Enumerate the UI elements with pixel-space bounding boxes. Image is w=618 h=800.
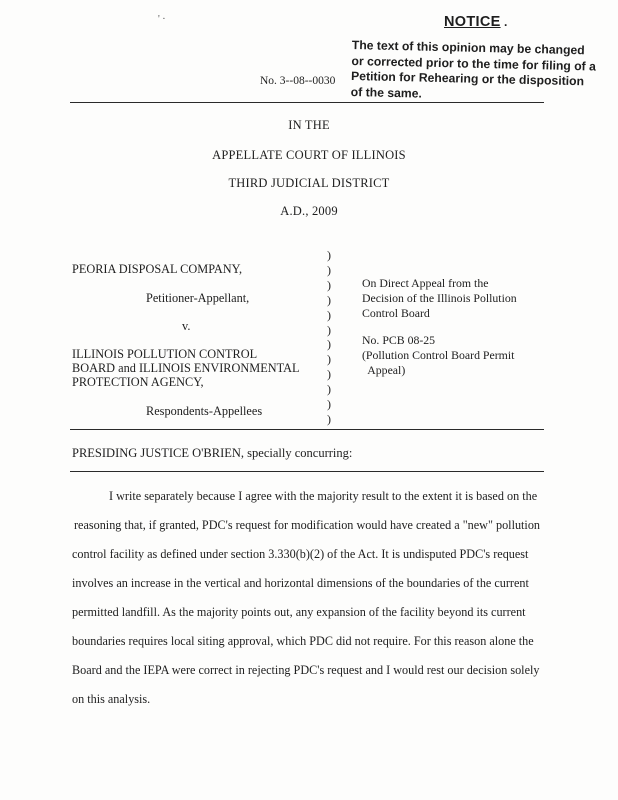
respondent-line: PROTECTION AGENCY,	[72, 375, 204, 389]
versus: v.	[182, 319, 191, 333]
heading-divider	[70, 471, 544, 472]
petitioner-name: PEORIA DISPOSAL COMPANY,	[72, 262, 243, 276]
notice-line: of the same.	[350, 84, 423, 101]
paren: )	[327, 292, 331, 307]
paren: )	[327, 352, 331, 367]
docket-number: No. 3--08--0030	[260, 75, 336, 87]
respondent-role: Respondents-Appellees	[146, 404, 263, 418]
appeal-source	[362, 276, 517, 320]
caption-divider	[70, 429, 544, 430]
caption-paren-column	[327, 248, 337, 427]
notice-text	[351, 38, 602, 106]
header-divider	[70, 102, 544, 103]
respondent-line: ILLINOIS POLLUTION CONTROL	[72, 347, 258, 361]
paren: )	[327, 307, 331, 322]
court-year: A.D., 2009	[280, 204, 338, 218]
paren: )	[327, 397, 331, 412]
paren: )	[327, 262, 331, 277]
body-line: I write separately because I agree with the majority result to the extent it is based on the	[109, 489, 538, 503]
paren: )	[327, 277, 331, 292]
appeal-line: Control Board	[362, 305, 430, 320]
notice-title: NOTICE	[444, 14, 501, 30]
court-name: APPELLATE COURT OF ILLINOIS	[212, 148, 406, 162]
paren: )	[327, 337, 331, 352]
pcb-number	[362, 333, 514, 377]
pcb-line: (Pollution Control Board Permit	[362, 347, 515, 362]
notice-line: or corrected prior to the time for filing of a	[351, 53, 597, 74]
body-line: permitted landfill. As the majority points out, any expansion of the facility beyond its current	[72, 605, 526, 619]
body-line: involves an increase in the vertical and horizontal dimensions of the boundaries of the current	[72, 576, 529, 590]
paren: )	[327, 411, 331, 426]
appeal-line: On Direct Appeal from the	[362, 276, 489, 290]
court-in-the: IN THE	[288, 118, 330, 132]
paren: )	[327, 382, 331, 397]
body-line: Board and the IEPA were correct in rejecting PDC's request and I would rest our decision solely	[72, 663, 540, 677]
petitioner-role: Petitioner-Appellant,	[146, 291, 250, 305]
notice-mark: .	[504, 15, 508, 29]
paren: )	[327, 367, 331, 382]
notice-line: The text of this opinion may be changed	[351, 38, 585, 58]
notice-line: Petition for Rehearing or the disposition	[350, 68, 585, 89]
respondent-line: BOARD and ILLINOIS ENVIRONMENTAL	[72, 361, 300, 375]
paren: )	[327, 322, 331, 337]
pcb-line: No. PCB 08-25	[362, 333, 436, 347]
pcb-line: Appeal)	[362, 362, 406, 377]
body-line: on this analysis.	[72, 692, 151, 706]
opinion-heading: PRESIDING JUSTICE O'BRIEN, specially concurring:	[72, 446, 353, 460]
body-line: boundaries requires local siting approval, which PDC did not require. For this reason alone the	[72, 634, 534, 648]
body-line: control facility as defined under section 3.330(b)(2) of the Act. It is undisputed PDC's request	[72, 547, 529, 561]
scan-marks: ' ·	[158, 14, 166, 25]
appeal-line: Decision of the Illinois Pollution	[362, 290, 517, 305]
court-district: THIRD JUDICIAL DISTRICT	[228, 176, 390, 190]
body-line: reasoning that, if granted, PDC's request for modification would have created a "new" pollution	[74, 518, 541, 532]
paren: )	[327, 248, 331, 262]
